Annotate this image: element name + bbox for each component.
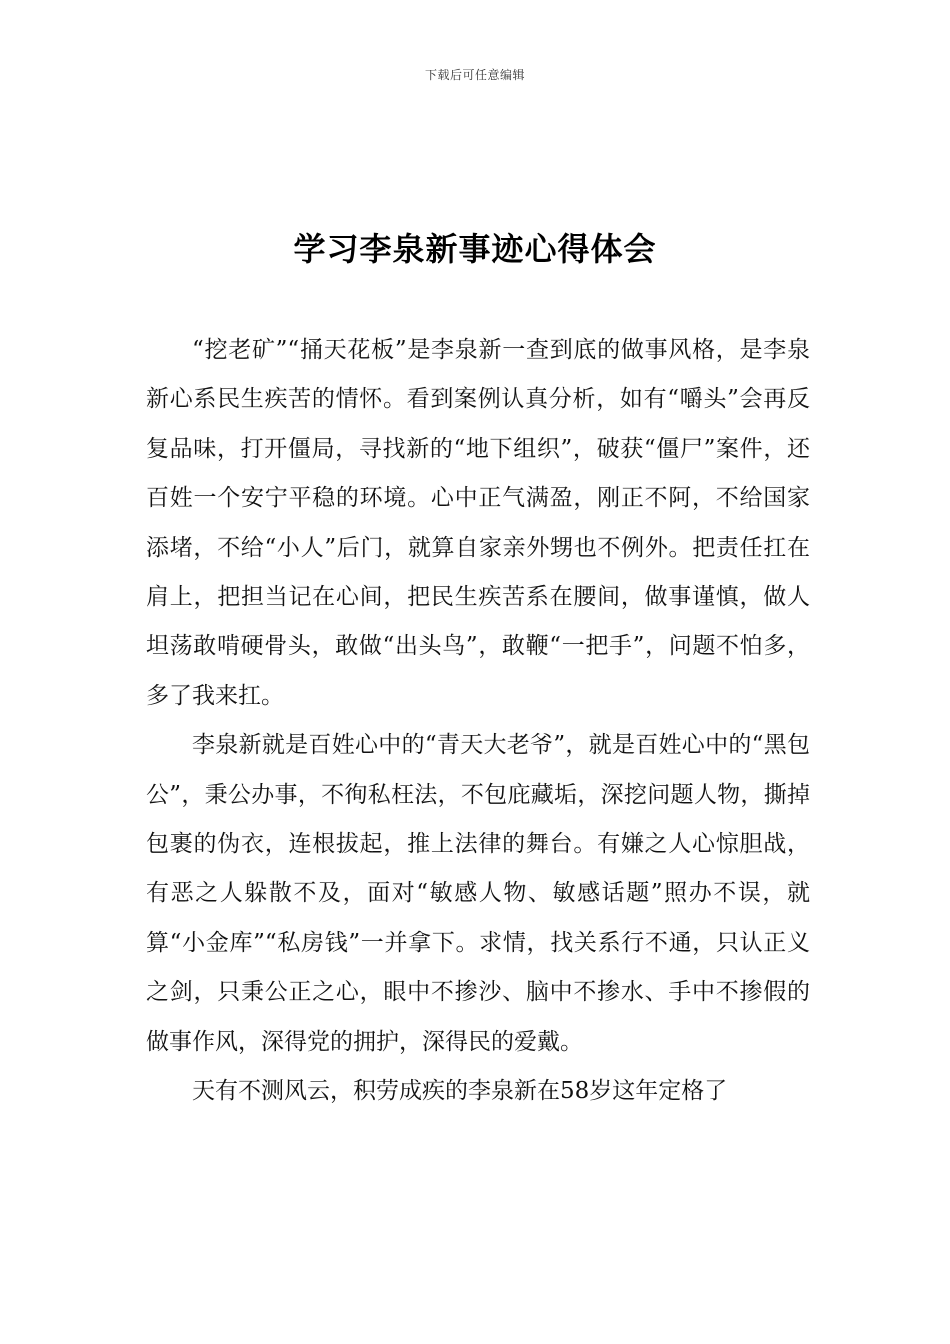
body-paragraph-1: “挖老矿”“捅天花板”是李泉新一查到底的做事风格，是李泉新心系民生疾苦的情怀。看到案例认真分析，如有“嚼头”会再反复品味，打开僵局，寻找新的“地下组织”，破获“僵尸”案件，还百姓一个安宁平稳的环境。心中正气满盈，刚正不阿，不给国家添堵，不给“小人”后门，就算自家亲外甥也不例外。把责任扛在肩上，把担当记在心间，把民生疾苦系在腰间，做事谨慎，做人坦荡敢啃硬骨头，敢做“出头鸟”，敢鞭“一把手”，问题不怕多，多了我来扛。 xyxy=(146,337,810,709)
document-body xyxy=(146,326,810,1117)
header-note: 下载后可任意编辑 xyxy=(424,68,525,82)
body-paragraph-2: 李泉新就是百姓心中的“青天大老爷”，就是百姓心中的“黑包公”，秉公办事，不徇私枉法，不包庇藏垢，深挖问题人物，撕掉包裹的伪衣，连根拔起，推上法律的舞台。有嫌之人心惊胆战，有恶之人躲散不及，面对“敏感人物、敏感话题”照办不误，就算“小金库”“私房钱”一并拿下。求情，找关系行不通，只认正义之剑，只秉公正之心，眼中不掺沙、脑中不掺水、手中不掺假的做事作风，深得党的拥护，深得民的爱戴。 xyxy=(146,732,810,1055)
document-title: 学习李泉新事迹心得体会 xyxy=(293,230,657,268)
body-paragraph-3: 天有不测风云，积劳成疾的李泉新在58岁这年定格了 xyxy=(192,1078,728,1105)
